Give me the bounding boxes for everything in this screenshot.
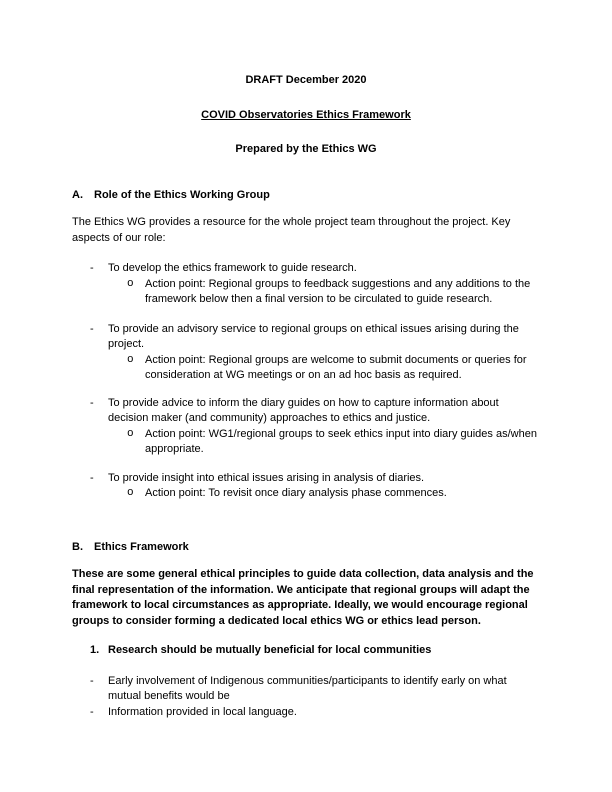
dash-bullet-marker: - xyxy=(90,674,94,687)
section-b-intro: These are some general ethical principles to guide data collection, data analysis and the final representation of the information. We anticipate that regional groups will adapt the framework to local circumstances as appropriate. Ideally, we would encourage regional groups to consider forming a dedicated local ethics WG or ethics lead person. xyxy=(72,568,534,627)
principle-1-title: Research should be mutually beneficial for local communities xyxy=(108,644,432,656)
section-a-marker: A. xyxy=(72,188,83,201)
bullet-text: To provide advice to inform the diary guides on how to capture information about decision maker (and community) approaches to ethics and justice. xyxy=(108,396,499,424)
role-bullet-list xyxy=(72,261,540,502)
principle-1-heading xyxy=(72,643,540,659)
action-point-item xyxy=(72,353,540,384)
bullet-text: To provide insight into ethical issues arising in analysis of diaries. xyxy=(108,471,425,484)
bullet-group xyxy=(72,396,540,458)
bullet-item xyxy=(72,396,540,427)
bullet-text: To provide an advisory service to regional groups on ethical issues arising during the project. xyxy=(108,322,519,350)
dash-bullet-marker: - xyxy=(90,705,94,718)
circle-bullet-marker: o xyxy=(127,487,134,499)
bullet-item xyxy=(72,674,540,705)
bullet-item xyxy=(72,322,540,353)
dash-bullet-marker: - xyxy=(90,471,94,484)
dash-bullet-marker: - xyxy=(90,322,94,335)
bullet-group xyxy=(72,471,540,502)
action-point-item xyxy=(72,427,540,458)
section-a-heading xyxy=(72,188,540,204)
principle-1-bullet-list xyxy=(72,674,540,721)
number-marker: 1. xyxy=(90,644,100,656)
section-b-marker: B. xyxy=(72,540,83,553)
bullet-item xyxy=(72,705,540,721)
doc-main-title: COVID Observatories Ethics Framework xyxy=(201,108,411,121)
action-point-text: Action point: To revisit once diary analysis phase commences. xyxy=(145,487,447,499)
action-point-item xyxy=(72,277,540,308)
section-b-title: Ethics Framework xyxy=(94,540,189,553)
action-point-item xyxy=(72,486,540,502)
section-b-heading xyxy=(72,540,540,556)
doc-prepared-by: Prepared by the Ethics WG xyxy=(235,143,377,155)
section-a-intro: The Ethics WG provides a resource for the whole project team throughout the project. Key aspects of our role: xyxy=(72,216,511,244)
bullet-item xyxy=(72,261,540,277)
bullet-group xyxy=(72,261,540,308)
bullet-text: Early involvement of Indigenous communities/participants to identify early on what mutual benefits would be xyxy=(108,674,507,702)
bullet-text: Information provided in local language. xyxy=(108,705,297,718)
circle-bullet-marker: o xyxy=(127,353,134,366)
dash-bullet-marker: - xyxy=(90,396,94,409)
action-point-text: Action point: Regional groups are welcome to submit documents or queries for consideration at WG meetings or on an ad hoc basis as required. xyxy=(145,353,527,381)
action-point-text: Action point: Regional groups to feedback suggestions and any additions to the framework below then a final version to be circulated to guide research. xyxy=(145,277,531,305)
dash-bullet-marker: - xyxy=(90,262,94,274)
bullet-text: To develop the ethics framework to guide research. xyxy=(108,262,357,274)
circle-bullet-marker: o xyxy=(127,277,134,290)
bullet-group xyxy=(72,322,540,384)
circle-bullet-marker: o xyxy=(127,427,134,440)
section-a-title: Role of the Ethics Working Group xyxy=(94,188,270,201)
doc-draft-line: DRAFT December 2020 xyxy=(245,74,367,86)
bullet-item xyxy=(72,471,540,487)
action-point-text: Action point: WG1/regional groups to seek ethics input into diary guides as/when appropriate. xyxy=(145,427,537,455)
